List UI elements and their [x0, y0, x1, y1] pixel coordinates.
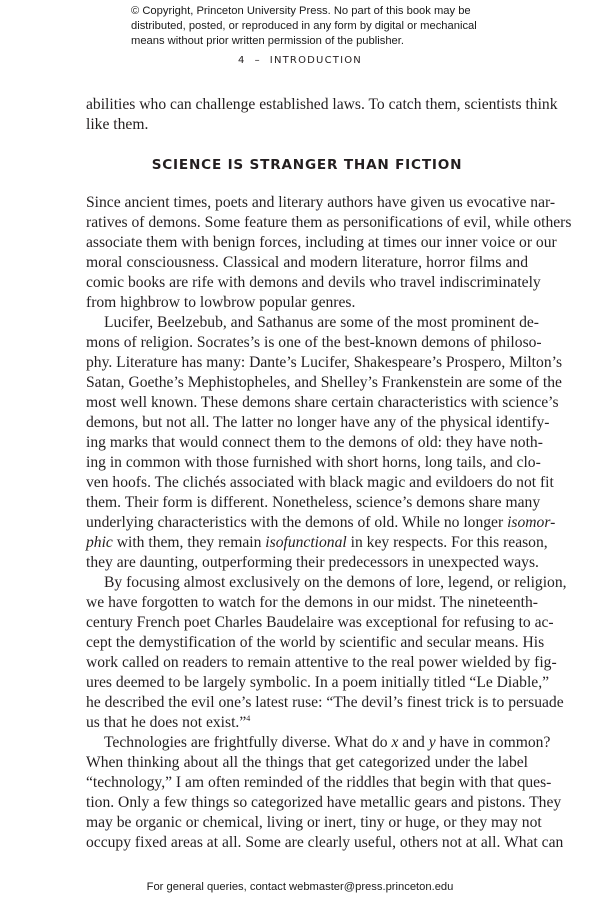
text-line: ing in common with those furnished with short horns, long tails, and clo- [86, 454, 541, 471]
copyright-notice [131, 4, 476, 49]
text-run: with them, they remain [112, 534, 266, 551]
copyright-line: means without prior written permission of the publisher. [131, 35, 404, 47]
text-line: like them. [86, 116, 149, 133]
text-line: we have forgotten to watch for the demons in our midst. The nineteenth- [86, 594, 538, 611]
text-line: most well known. These demons share certain characteristics with science’s [86, 394, 559, 411]
text-line: moral consciousness. Classical and modern literature, horror films and [86, 254, 528, 271]
text-line [86, 533, 548, 553]
text-run: and [398, 734, 429, 751]
text-line: mons of religion. Socrates’s is one of the best-known demons of philoso- [86, 334, 542, 351]
text-line: ing marks that would connect them to the demons of old: they have noth- [86, 434, 543, 451]
text-line: phy. Literature has many: Dante’s Lucifer, Shakespeare’s Prospero, Milton’s [86, 354, 563, 371]
copyright-line: © Copyright, Princeton University Press. No part of this book may be [131, 5, 471, 17]
text-run: have in common? [435, 734, 551, 751]
page-body [86, 95, 572, 853]
running-head-section: INTRODUCTION [269, 55, 362, 66]
text-line: occupy fixed areas at all. Some are clearly useful, others not at all. What can [86, 834, 564, 851]
text-line: When thinking about all the things that get categorized under the label [86, 754, 528, 771]
paragraph [86, 313, 563, 573]
text-line: comic books are rife with demons and devils who travel indiscriminately [86, 274, 541, 291]
footer-contact: For general queries, contact webmaster@press.princeton.edu [146, 881, 454, 893]
text-line [86, 713, 528, 733]
copyright-line: distributed, posted, or reproduced in any form by digital or mechanical [131, 20, 477, 32]
running-head-separator: – [254, 55, 261, 66]
text-line [86, 733, 551, 753]
text-run: us that he does not exist.” [86, 714, 247, 731]
continued-paragraph [86, 95, 558, 135]
text-line: associate them with benign forces, including at times our inner voice or our [86, 234, 557, 251]
italic-variable: x [391, 734, 399, 751]
text-line: Satan, Goethe’s Mephistopheles, and Shelley’s Frankenstein are some of the [86, 374, 562, 391]
text-line: demons, but not all. The latter no longer have any of the physical identify- [86, 414, 550, 431]
paragraph [86, 733, 564, 853]
italic-term: isomor- [507, 514, 556, 531]
text-line: ratives of demons. Some feature them as personifications of evil, while others [86, 214, 572, 231]
text-line: By focusing almost exclusively on the demons of lore, legend, or religion, [104, 574, 567, 591]
text-line: may be organic or chemical, living or inert, tiny or huge, or they may not [86, 814, 542, 831]
text-line: from highbrow to lowbrow popular genres. [86, 294, 356, 311]
text-line: “technology,” I am often reminded of the riddles that begin with that ques- [86, 774, 552, 791]
text-line: ven hoofs. The clichés associated with black magic and evildoers do not fit [86, 474, 554, 491]
text-run: underlying characteristics with the demons of old. While no longer [86, 514, 508, 531]
paragraph [86, 573, 567, 733]
text-line: they are daunting, outperforming their predecessors in unexpected ways. [86, 554, 539, 571]
text-line: them. Their form is different. Nonetheless, science’s demons share many [86, 494, 541, 511]
text-line [86, 513, 556, 533]
text-line: Lucifer, Beelzebub, and Sathanus are some of the most prominent de- [104, 314, 539, 331]
text-line: cept the demystification of the world by scientific and secular means. His [86, 634, 545, 651]
text-line: abilities who can challenge established laws. To catch them, scientists think [86, 96, 558, 113]
text-run: Technologies are frightfully diverse. What do [104, 734, 392, 751]
text-run: in key respects. For this reason, [346, 534, 548, 551]
text-line: tion. Only a few things so categorized have metallic gears and pistons. They [86, 794, 562, 811]
running-head [0, 55, 600, 66]
section-heading: SCIENCE IS STRANGER THAN FICTION [151, 157, 463, 173]
footnote-reference[interactable]: 4 [246, 714, 251, 723]
text-line: century French poet Charles Baudelaire was exceptional for refusing to ac- [86, 614, 554, 631]
italic-term: phic [86, 534, 113, 551]
text-line: ures deemed to be largely symbolic. In a poem initially titled “Le Diable,” [86, 674, 550, 691]
page-number: 4 [238, 55, 246, 66]
text-line: Since ancient times, poets and literary authors have given us evocative nar- [86, 194, 556, 211]
text-line: work called on readers to remain attentive to the real power wielded by fig- [86, 654, 557, 671]
text-line: he described the evil one’s latest ruse: “The devil’s finest trick is to persuade [86, 694, 564, 711]
italic-variable: y [428, 734, 436, 751]
italic-term: isofunctional [265, 534, 347, 551]
paragraph [86, 193, 572, 313]
